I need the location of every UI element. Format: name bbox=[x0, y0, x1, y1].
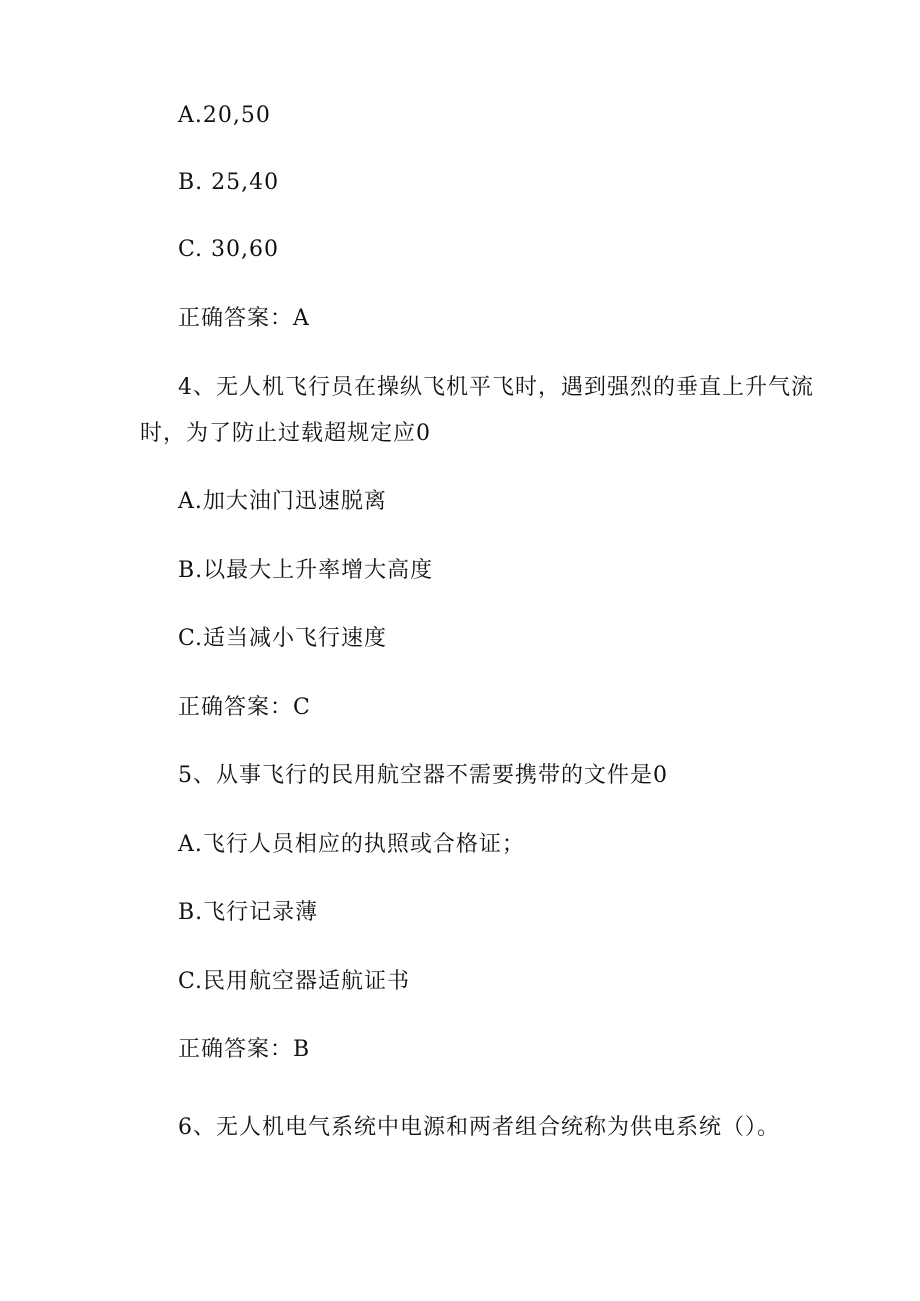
q3-option-b: B. 25,40 bbox=[178, 170, 280, 195]
q5-option-c: C.民用航空器适航证书 bbox=[178, 969, 411, 994]
q4-option-a: A.加大油门迅速脱离 bbox=[178, 489, 387, 514]
q5-answer: 正确答案：B bbox=[178, 1037, 311, 1062]
q5-stem: 5、从事飞行的民用航空器不需要携带的文件是0 bbox=[178, 763, 668, 788]
q4-stem-line1: 4、无人机飞行员在操纵飞机平飞时，遇到强烈的垂直上升气流 bbox=[178, 375, 814, 400]
q4-option-b: B.以最大上升率增大高度 bbox=[178, 558, 434, 583]
q5-option-a: A.飞行人员相应的执照或合格证； bbox=[178, 832, 525, 857]
q4-stem-line2: 时，为了防止过载超规定应0 bbox=[140, 421, 431, 446]
q3-option-a: A.20,50 bbox=[178, 103, 271, 128]
q3-answer: 正确答案：A bbox=[178, 306, 310, 331]
q5-option-b: B.飞行记录薄 bbox=[178, 900, 319, 925]
q6-stem: 6、无人机电气系统中电源和两者组合统称为供电系统（）。 bbox=[178, 1115, 780, 1140]
q4-option-c: C.适当减小飞行速度 bbox=[178, 626, 388, 651]
q4-answer: 正确答案：C bbox=[178, 695, 311, 720]
q3-option-c: C. 30,60 bbox=[178, 237, 280, 262]
